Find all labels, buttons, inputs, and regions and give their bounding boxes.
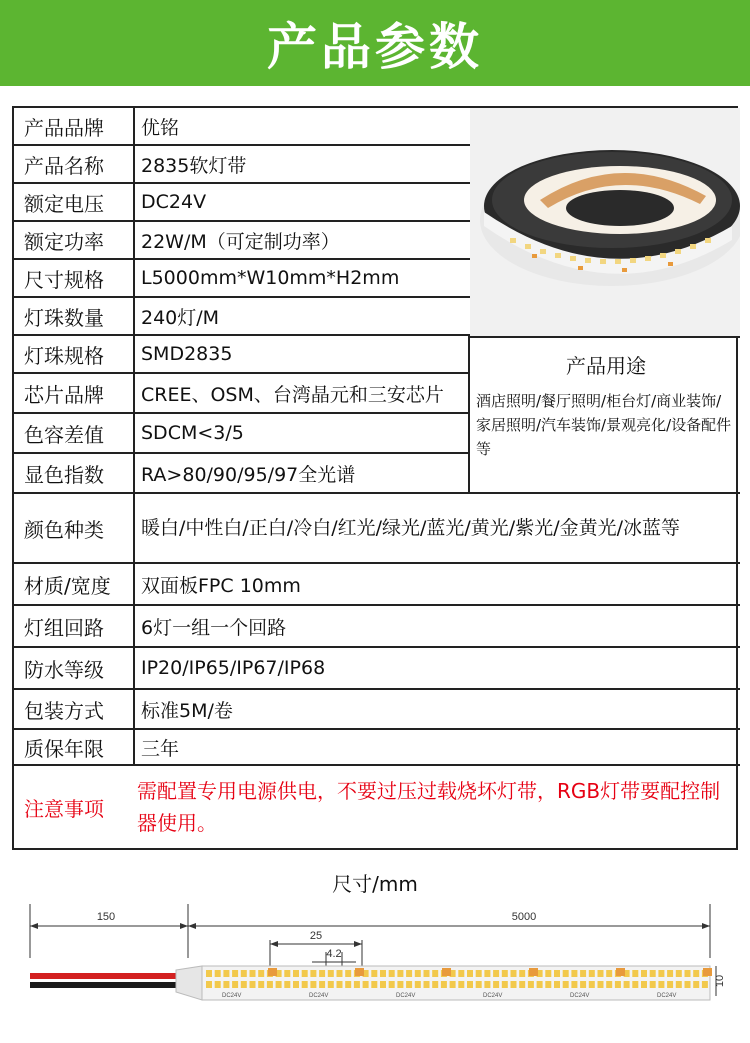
led-chip — [641, 970, 647, 977]
spec-row-led-count — [14, 298, 470, 336]
led-chip — [293, 981, 299, 988]
led-chip — [589, 970, 595, 977]
led-chip — [267, 981, 273, 988]
spec-label: 材质/宽度 — [14, 564, 135, 604]
spec-row-circuit — [14, 606, 740, 648]
led-chip — [397, 970, 403, 977]
spec-value: 2835软灯带 — [141, 154, 247, 177]
spec-row-sdcm — [14, 414, 470, 454]
note-row — [14, 766, 740, 848]
spec-row-brand — [14, 108, 470, 146]
led-chip — [545, 970, 551, 977]
led-chip — [476, 981, 482, 988]
led-chip — [284, 970, 290, 977]
led-chip — [484, 981, 490, 988]
led-chip — [328, 970, 334, 977]
led-chip — [250, 981, 256, 988]
led-chip — [545, 981, 551, 988]
wire-joint — [176, 966, 202, 1000]
spec-value: SMD2835 — [141, 343, 233, 365]
spec-label: 产品品牌 — [14, 108, 135, 144]
led-chip — [450, 981, 456, 988]
led-chip — [476, 970, 482, 977]
led-chip — [241, 970, 247, 977]
led-pitch-label: 4.2 — [326, 948, 342, 960]
led-chip — [528, 981, 534, 988]
spec-value: DC24V — [141, 191, 207, 213]
led-chip — [458, 970, 464, 977]
led-chip — [519, 981, 525, 988]
led-chip — [606, 970, 612, 977]
led-chip — [511, 981, 517, 988]
led-chip — [667, 970, 673, 977]
led-chip — [432, 970, 438, 977]
spec-row-led-model — [14, 336, 470, 374]
led-chip — [632, 981, 638, 988]
solder-pad — [355, 968, 364, 976]
spec-label: 显色指数 — [14, 454, 135, 492]
solder-pad — [442, 968, 451, 976]
dimension-drawing — [16, 900, 736, 1030]
led-chip — [563, 970, 569, 977]
solder-pad — [616, 968, 625, 976]
led-chip — [380, 970, 386, 977]
pcb-voltage-mark: DC24V — [396, 993, 416, 999]
led-chip — [397, 981, 403, 988]
led-chip — [293, 970, 299, 977]
spec-label: 质保年限 — [14, 730, 135, 764]
led-chip — [650, 981, 656, 988]
led-chip — [415, 970, 421, 977]
dimensions-title: 尺寸/mm — [332, 872, 418, 896]
spec-label: 产品名称 — [14, 146, 135, 182]
led-chip — [598, 981, 604, 988]
led-chip — [632, 970, 638, 977]
led-chip — [328, 981, 334, 988]
led-chip — [511, 970, 517, 977]
led-chip — [571, 970, 577, 977]
led-chip — [615, 981, 621, 988]
led-chip — [345, 981, 351, 988]
spec-row-power — [14, 222, 470, 260]
spec-row-colors — [14, 494, 740, 564]
note-text: 需配置专用电源供电，不要过压过载烧坏灯带，RGB灯带要配控制器使用。 — [137, 779, 721, 835]
led-chip — [693, 970, 699, 977]
led-chip — [389, 981, 395, 988]
solder-pad — [268, 968, 277, 976]
spec-label: 尺寸规格 — [14, 260, 135, 296]
led-chip — [493, 981, 499, 988]
pcb-voltage-mark: DC24V — [657, 993, 677, 999]
led-chip — [702, 981, 708, 988]
led-chip — [389, 970, 395, 977]
led-chip — [667, 981, 673, 988]
led-chip — [658, 981, 664, 988]
note-label: 注意事项 — [24, 796, 104, 821]
led-chip — [676, 970, 682, 977]
led-chip — [345, 970, 351, 977]
usage-title: 产品用途 — [566, 354, 646, 378]
led-chip — [206, 970, 212, 977]
led-chip — [241, 981, 247, 988]
led-chip — [563, 981, 569, 988]
pcb-voltage-mark: DC24V — [309, 993, 329, 999]
led-chip — [284, 981, 290, 988]
led-chip — [232, 970, 238, 977]
led-chip — [580, 981, 586, 988]
led-chip — [319, 970, 325, 977]
spec-row-waterproof — [14, 648, 740, 690]
led-chip — [232, 981, 238, 988]
led-chip — [458, 981, 464, 988]
led-chip — [337, 970, 343, 977]
spec-value: 三年 — [141, 737, 180, 760]
group-length-label: 25 — [309, 930, 323, 942]
led-chip — [658, 970, 664, 977]
spec-table — [12, 106, 738, 850]
led-chip — [441, 981, 447, 988]
led-chip — [258, 981, 264, 988]
strip-length-label: 5000 — [511, 911, 537, 923]
led-chip — [598, 970, 604, 977]
led-chip — [484, 970, 490, 977]
led-chip — [650, 970, 656, 977]
led-chip — [406, 970, 412, 977]
spec-label: 额定电压 — [14, 184, 135, 220]
spec-value: 优铭 — [141, 116, 180, 139]
led-chip — [606, 981, 612, 988]
spec-value: RA>80/90/95/97全光谱 — [135, 454, 470, 492]
spec-row-package — [14, 690, 740, 730]
led-chip — [685, 970, 691, 977]
led-chip — [641, 981, 647, 988]
spec-value: CREE、OSM、台湾晶元和三安芯片 — [141, 383, 444, 406]
page-title: 产品参数 — [267, 18, 483, 76]
led-chip — [693, 981, 699, 988]
spec-label: 灯珠数量 — [14, 298, 135, 334]
spec-row-warranty — [14, 730, 740, 766]
spec-label: 灯珠规格 — [14, 336, 135, 372]
spec-row-material — [14, 564, 740, 606]
led-chip — [467, 970, 473, 977]
spec-row-chip — [14, 374, 470, 414]
wire-length-label: 150 — [96, 911, 116, 923]
led-chip — [380, 981, 386, 988]
spec-label: 额定功率 — [14, 222, 135, 258]
spec-value: SDCM<3/5 — [141, 422, 244, 444]
led-chip — [685, 981, 691, 988]
led-chip — [502, 981, 508, 988]
led-chip — [432, 981, 438, 988]
led-chip — [424, 981, 430, 988]
led-chip — [415, 981, 421, 988]
led-reel-image — [470, 108, 740, 336]
spec-value: 双面板FPC 10mm — [141, 574, 301, 597]
led-chip — [589, 981, 595, 988]
spec-row-voltage — [14, 184, 470, 222]
led-chip — [215, 981, 221, 988]
spec-value: 暖白/中性白/正白/冷白/红光/绿光/蓝光/黄光/紫光/金黄光/冰蓝等 — [141, 516, 681, 539]
led-chip — [571, 981, 577, 988]
spec-value: 标准5M/卷 — [141, 699, 233, 722]
led-chip — [302, 970, 308, 977]
page-header — [0, 0, 750, 86]
spec-value: 240灯/M — [141, 306, 220, 329]
led-chip — [223, 970, 229, 977]
led-chip — [371, 970, 377, 977]
spec-label: 防水等级 — [14, 648, 135, 688]
spec-value: 22W/M（可定制功率） — [141, 230, 340, 253]
pcb-voltage-mark: DC24V — [483, 993, 503, 999]
led-chip — [302, 981, 308, 988]
led-chip — [493, 970, 499, 977]
spec-label: 颜色种类 — [14, 494, 135, 562]
usage-text: 酒店照明/餐厅照明/柜台灯/商业装饰/家居照明/汽车装饰/景观亮化/设备配件等 — [476, 392, 732, 458]
pcb-voltage-mark: DC24V — [570, 993, 590, 999]
spec-label: 灯组回路 — [14, 606, 135, 646]
led-chip — [424, 970, 430, 977]
pcb-voltage-mark: DC24V — [222, 993, 242, 999]
led-chip — [371, 981, 377, 988]
led-chip — [502, 970, 508, 977]
led-chip — [676, 981, 682, 988]
solder-pad — [703, 968, 712, 976]
spec-value: 6灯一组一个回路 — [141, 616, 287, 639]
solder-pad — [529, 968, 538, 976]
spec-row-cri — [14, 454, 740, 494]
led-chip — [467, 981, 473, 988]
led-chip — [554, 970, 560, 977]
product-photo — [470, 108, 740, 336]
led-chip — [319, 981, 325, 988]
led-chip — [337, 981, 343, 988]
spec-row-name — [14, 146, 470, 184]
led-chip — [206, 981, 212, 988]
spec-label: 色容差值 — [14, 414, 135, 452]
spec-row-size — [14, 260, 470, 298]
led-chip — [580, 970, 586, 977]
spec-value: IP20/IP65/IP67/IP68 — [141, 657, 326, 679]
spec-value: L5000mm*W10mm*H2mm — [141, 267, 400, 289]
led-chip — [406, 981, 412, 988]
width-label: 10 — [714, 974, 726, 988]
led-chip — [310, 970, 316, 977]
power-wires — [30, 973, 188, 988]
led-chip — [554, 981, 560, 988]
led-chip — [310, 981, 316, 988]
led-chip — [363, 981, 369, 988]
led-chip — [537, 981, 543, 988]
led-chip — [624, 981, 630, 988]
led-chip — [354, 981, 360, 988]
spec-label: 芯片品牌 — [14, 374, 135, 412]
led-chip — [258, 970, 264, 977]
spec-label: 包装方式 — [14, 690, 135, 728]
led-chip — [519, 970, 525, 977]
led-chip — [215, 970, 221, 977]
led-chip — [276, 981, 282, 988]
led-chip — [250, 970, 256, 977]
led-chip — [223, 981, 229, 988]
